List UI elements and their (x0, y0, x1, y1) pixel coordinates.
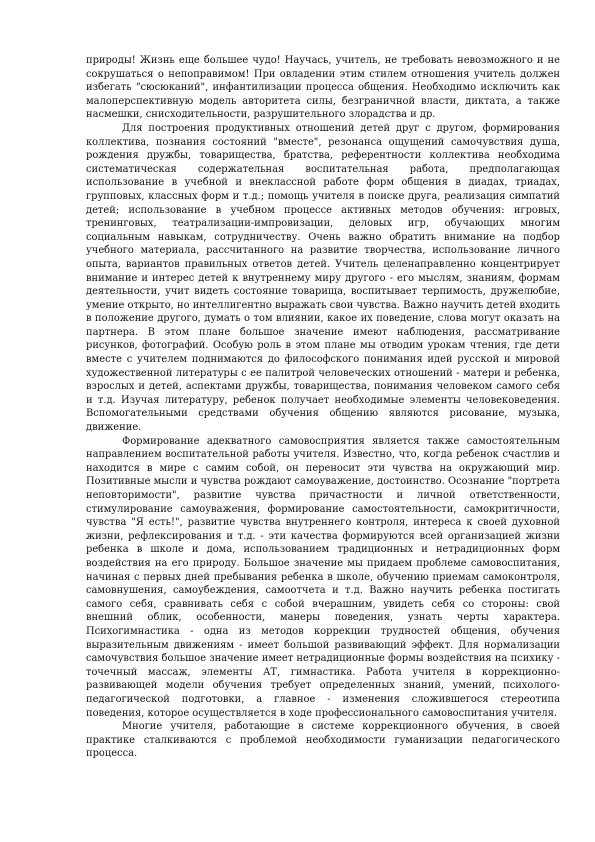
document-page (86, 54, 560, 761)
paragraph-4: Многие учителя, работающие в системе коррекционного обучения, в своей практике сталкиваются с проблемой необходимости гуманизации педагогического процесса. (86, 721, 560, 760)
paragraph-3: Формирование адекватного самовосприятия является также самостоятельным направлением воспитательной работы учителя. Известно, что, когда ребенок счастлив и находится в мире с самим собой, он переносит эти чувства на окружающий мир. Позитивные мысли и чувства рождают самоуважение, достоинство. Осознание "портрета неповторимости", развитие чувства причастности и личной ответственности, стимулирование самоуважения, формирование самостоятельности, самокритичности, чувства "Я есть!", развитие чувства внутреннего контроля, интереса к своей духовной жизни, рефлексирования и т.д. - эти качества формируются всей организацией жизни ребенка в школе и дома, использованием традиционных и нетрадиционных форм воздействия на его природу. Большое значение мы придаем проблеме самовоспитания, начиная с первых дней пребывания ребенка в школе, обучению приемам самоконтроля, самовнушения, самоубеждения, самоотчета и т.д. Важно научить ребенка постигать самого себя, сравнивать себя с собой вчерашним, увидеть себя со стороны: свой внешний облик, особенности, манеры поведения, узнать черты характера. Психогимнастика - одна из методов коррекции трудностей общения, обучения выразительным движениям - имеет большой развивающий эффект. Для нормализации самочувствия большое значение имеет нетрадиционные формы воздействия на психику - точечный массаж, элементы АТ, гимнастика. Работа учителя в коррекционно-развивающей модели обучения требует определенных знаний, умений, психолого-педагогической подготовки, а главное - изменения сложившегося стереотипа поведения, которое осуществляется в ходе профессионального самовоспитания учителя. (86, 435, 560, 719)
paragraph-2: Для построения продуктивных отношений детей друг с другом, формирования коллектива, познания состояний "вместе", резонанса ощущений самочувствия душа, рождения дружбы, товарищества, братства, референтности коллектива необходима систематическая содержательная воспитательная работа, предполагающая использование в учебной и внеклассной работе форм общения в диадах, триадах, групповых, классных форм и т.д.; помощь учителя в поиске друга, реализация симпатий детей; использование в учебном процессе активных методов обучения: игровых, тренинговых, театрализации-импровизации, деловых игр, обучающих многим социальным навыкам, сотрудничеству. Очень важно обратить внимание на подбор учебного материала, рассчитанного на развитие творчества, использование личного опыта, вариантов правильных ответов детей. Учитель целенаправленно концентрирует внимание и интерес детей к внутреннему миру другого - его мыслям, знаниям, формам деятельности, учит видеть состояние товарища, воспитывает терпимость, дружелюбие, умение открыто, но интеллигентно выражать свои чувства. Важно научить детей входить в положение другого, думать о том влиянии, какое их поведение, слова могут оказать на партнера. В этом плане большое значение имеют наблюдения, рассматривание рисунков, фотографий. Особую роль в этом плане мы отводим урокам чтения, где дети вместе с учителем поднимаются до философского понимания идей русской и мировой художественной литературы с ее палитрой человеческих отношений - матери и ребенка, взрослых и детей, аспектами дружбы, товарищества, понимания человеком самого себя и т.д. Изучая литературу, ребенок получает необходимые элементы человековедения. Вспомогательными средствами обучения общению являются рисование, музыка, движение. (86, 122, 560, 434)
paragraph-1: природы! Жизнь еще большее чудо! Научась, учитель, не требовать невозможного и не сокрушаться о непоправимом! При овладении этим стилем отношения учитель должен избегать "сюсюканий", инфантилизации процесса общения. Необходимо исключить как малоперспективную модель авторитета силы, безграничной власти, диктата, а также насмешки, снисходительности, разрушительного злорадства и др. (86, 55, 560, 121)
